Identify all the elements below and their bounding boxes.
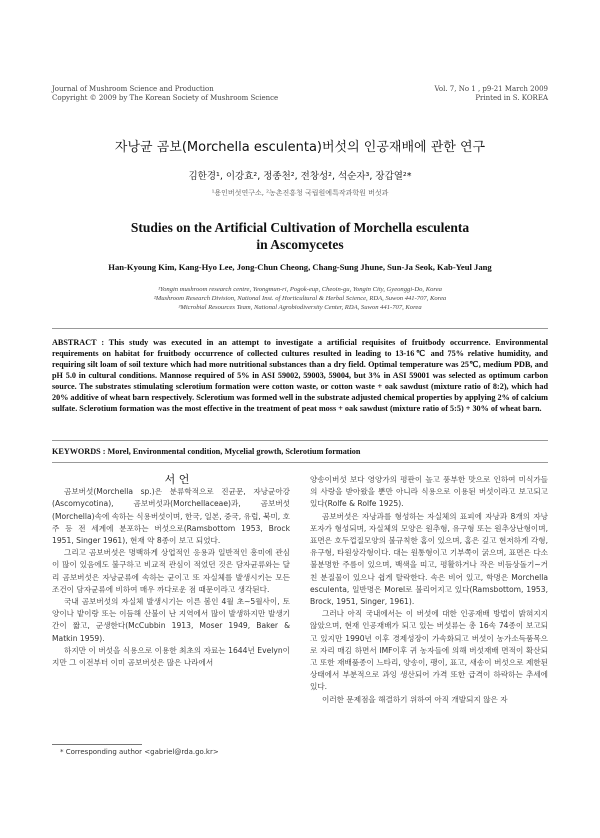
keywords: KEYWORDS : Morel, Environmental condition, Mycelial growth, Sclerotium formation [52,447,361,456]
korean-title: 자낭균 곰보(Morchella esculenta)버섯의 인공재배에 관한 연구 [114,140,486,155]
printed-line: Printed in S. KOREA [475,94,548,102]
english-authors: Han-Kyoung Kim, Kang-Hyo Lee, Jong-Chun Cheong, Chang-Sung Jhune, Sun-Ja Seok, Kab-Yeul Jang [108,262,492,272]
english-title [52,219,548,253]
right-column [310,474,548,706]
volume-line: Vol. 7, No 1 , p9-21 March 2009 [434,85,548,93]
english-title-line2: in Ascomycetes [256,237,344,252]
abstract: ABSTRACT : This study was executed in an attempt to investigate a artificial requisites of fruitbody occurrence. Environmental requirements on habitat for fruitbody occurrence of collected cultures resulted in leading to 13-16℃ and 75% relative humidity, and requiring silt loam of soil texture which had more nutritional substances than a dry field. Optimal temperature was 25℃, medium PDB, and pH 5.0 in cultural conditions. Mannose required of 5% in ASI 59002, 59003, 59004, but 3% in ASI 59001 was selected as optimum carbon source. The substrates stimulating sclerotium formation were cotton waste, or cotton waste + oak sawdust (mixture ratio of 8:2), which had 20% additive of wheat barn respectively. Sclerotium was formed well in the substrate adjusted chemical properties by applying 2% of calcium sulfate. Sclerotium formation was the most effective in the treatment of peat moss + oak sawdust (mixture ratio of 5:5) + 30% of wheat barn. [52,338,548,413]
right-paragraph-1: 양송이버섯 보다 영양가의 평판이 높고 풍부한 맛으로 인하여 미식가들의 사랑을 받아왔을 뿐만 아니라 식용으로 이용된 버섯이라고 보고되고 있다(Rolfe & Rolfe 1925). [310,475,548,509]
affiliation-2: ²Mushroom Research Division, National Inst. of Horticultural & Herbal Science, RDA, Suwon 441-707, Korea [153,295,447,302]
issue-info [434,85,548,103]
left-column [52,474,290,669]
footnote-rule [52,744,142,745]
corresponding-author: * Corresponding author <gabriel@rda.go.kr> [60,748,219,756]
affiliation-3: ³Microbial Resources Team, National Agrobiodiversity Center, RDA, Suwon 441-707, Korea [178,304,422,311]
abstract-top-rule [52,328,548,329]
copyright-line: Copyright © 2009 by The Korean Society of Mushroom Science [52,94,279,102]
abstract-bottom-rule [52,440,548,441]
left-paragraph-1: 곰보버섯(Morchella sp.)은 분류학적으로 진균문, 자낭균아강(Ascomycotina), 곰보버섯과(Morchellaceae)과, 곰보버섯(Morchella)속에 속하는 식용버섯이며, 한국, 일본, 중국, 유럽, 북미, 호주 등 전 세계에 분포하는 버섯으로(Ramsbottom 1953, Brock 1951, Singer 1961), 현재 약 8종이 보고 되었다. [52,487,290,546]
section-title: 서 언 [164,473,190,486]
left-paragraph-2: 그리고 곰보버섯은 명백하게 상업적인 응용과 일반적인 흥미에 관심이 많이 있음에도 불구하고 비교적 관심이 적었던 것은 담자균류와는 달리 곰보버섯은 자낭균류에 속하는 균이고 또 자실체를 발생시키는 모든 조건이 담자균류에 비하여 매우 까다로운 점 때문이라고 생각된다. [52,548,290,594]
english-affiliations [52,285,548,312]
korean-affiliations: ¹용인버섯연구소, ²농촌진흥청 국립원예특작과학원 버섯과 [211,189,389,197]
affiliation-1: ¹Yongin mushroom research centre, Yeongmun-ri, Pogok-eup, Cheoin-gu, Yongin City, Gyeonggi-Do, Korea [158,286,442,293]
right-paragraph-3: 그러나 아직 국내에서는 이 버섯에 대한 인공재배 방법이 밝혀지지 않았으며, 현재 인공재배가 되고 있는 버섯류는 총 16속 74종이 보고되고 있지만 1990년 이후 경제성장이 가속화되고 버섯이 농가소득품목으로 자리 매김 하면서 IMF이후 귀 농자들에 의해 버섯재배 면적이 확산되고 또한 재배품종이 느타리, 양송이, 팽이, 표고, 새송이 버섯으로 제한된 상태에서 부분적으로 과잉 생산되어 가격 또한 급격이 하락하는 추세에 있다. [310,609,548,692]
journal-name: Journal of Mushroom Science and Production [52,85,214,93]
korean-authors: 김한경¹, 이강효², 정종천², 전창성², 석순자³, 장갑열²* [188,171,412,182]
right-paragraph-4: 이러한 문제점을 해결하기 위하여 아직 개발되지 않은 자 [322,694,508,704]
journal-info [52,85,278,103]
right-paragraph-2: 곰보버섯은 자낭과를 형성하는 자실체의 표피에 자낭과 8개의 자낭포자가 형성되며, 자실체의 모양은 원추형, 유구형 또는 원추상난형이며, 표면은 호두껍질모양의 불규칙한 홈이 있으며, 홈은 깊고 현저하게 각형, 유구형, 타원상각형이다. 대는 원통형이고 기부쪽이 굵으며, 표면은 다소 불분명한 주름이 있으며, 백색을 띠고, 평활하거나 작은 비듬상돌기~거친 분질물이 있으나 쉽게 탈락한다. 속은 비어 있고, 학명은 Morchella esculenta, 일반명은 Morel로 불리어지고 있다(Ramsbottom, 1953, Brock, 1951, Singer, 1961). [310,511,548,607]
keywords-rule [52,462,548,463]
left-paragraph-3: 국내 곰보버섯의 자실체 발생시기는 이른 봄인 4월 초~5월사이, 토양이나 밭이랑 또는 이듬해 산불이 난 지역에서 많이 발생하지만 발생기간이 짧고, 군생한다(McCubbin 1913, Moser 1949, Baker & Matkin 1959). [52,597,290,643]
left-paragraph-4: 하지만 이 버섯을 식용으로 이용한 최초의 자료는 1644년 Evelyn이지만 그 이전부터 이미 곰보버섯은 많은 나라에서 [52,645,290,668]
english-title-line1: Studies on the Artificial Cultivation of Morchella esculenta [130,220,470,235]
